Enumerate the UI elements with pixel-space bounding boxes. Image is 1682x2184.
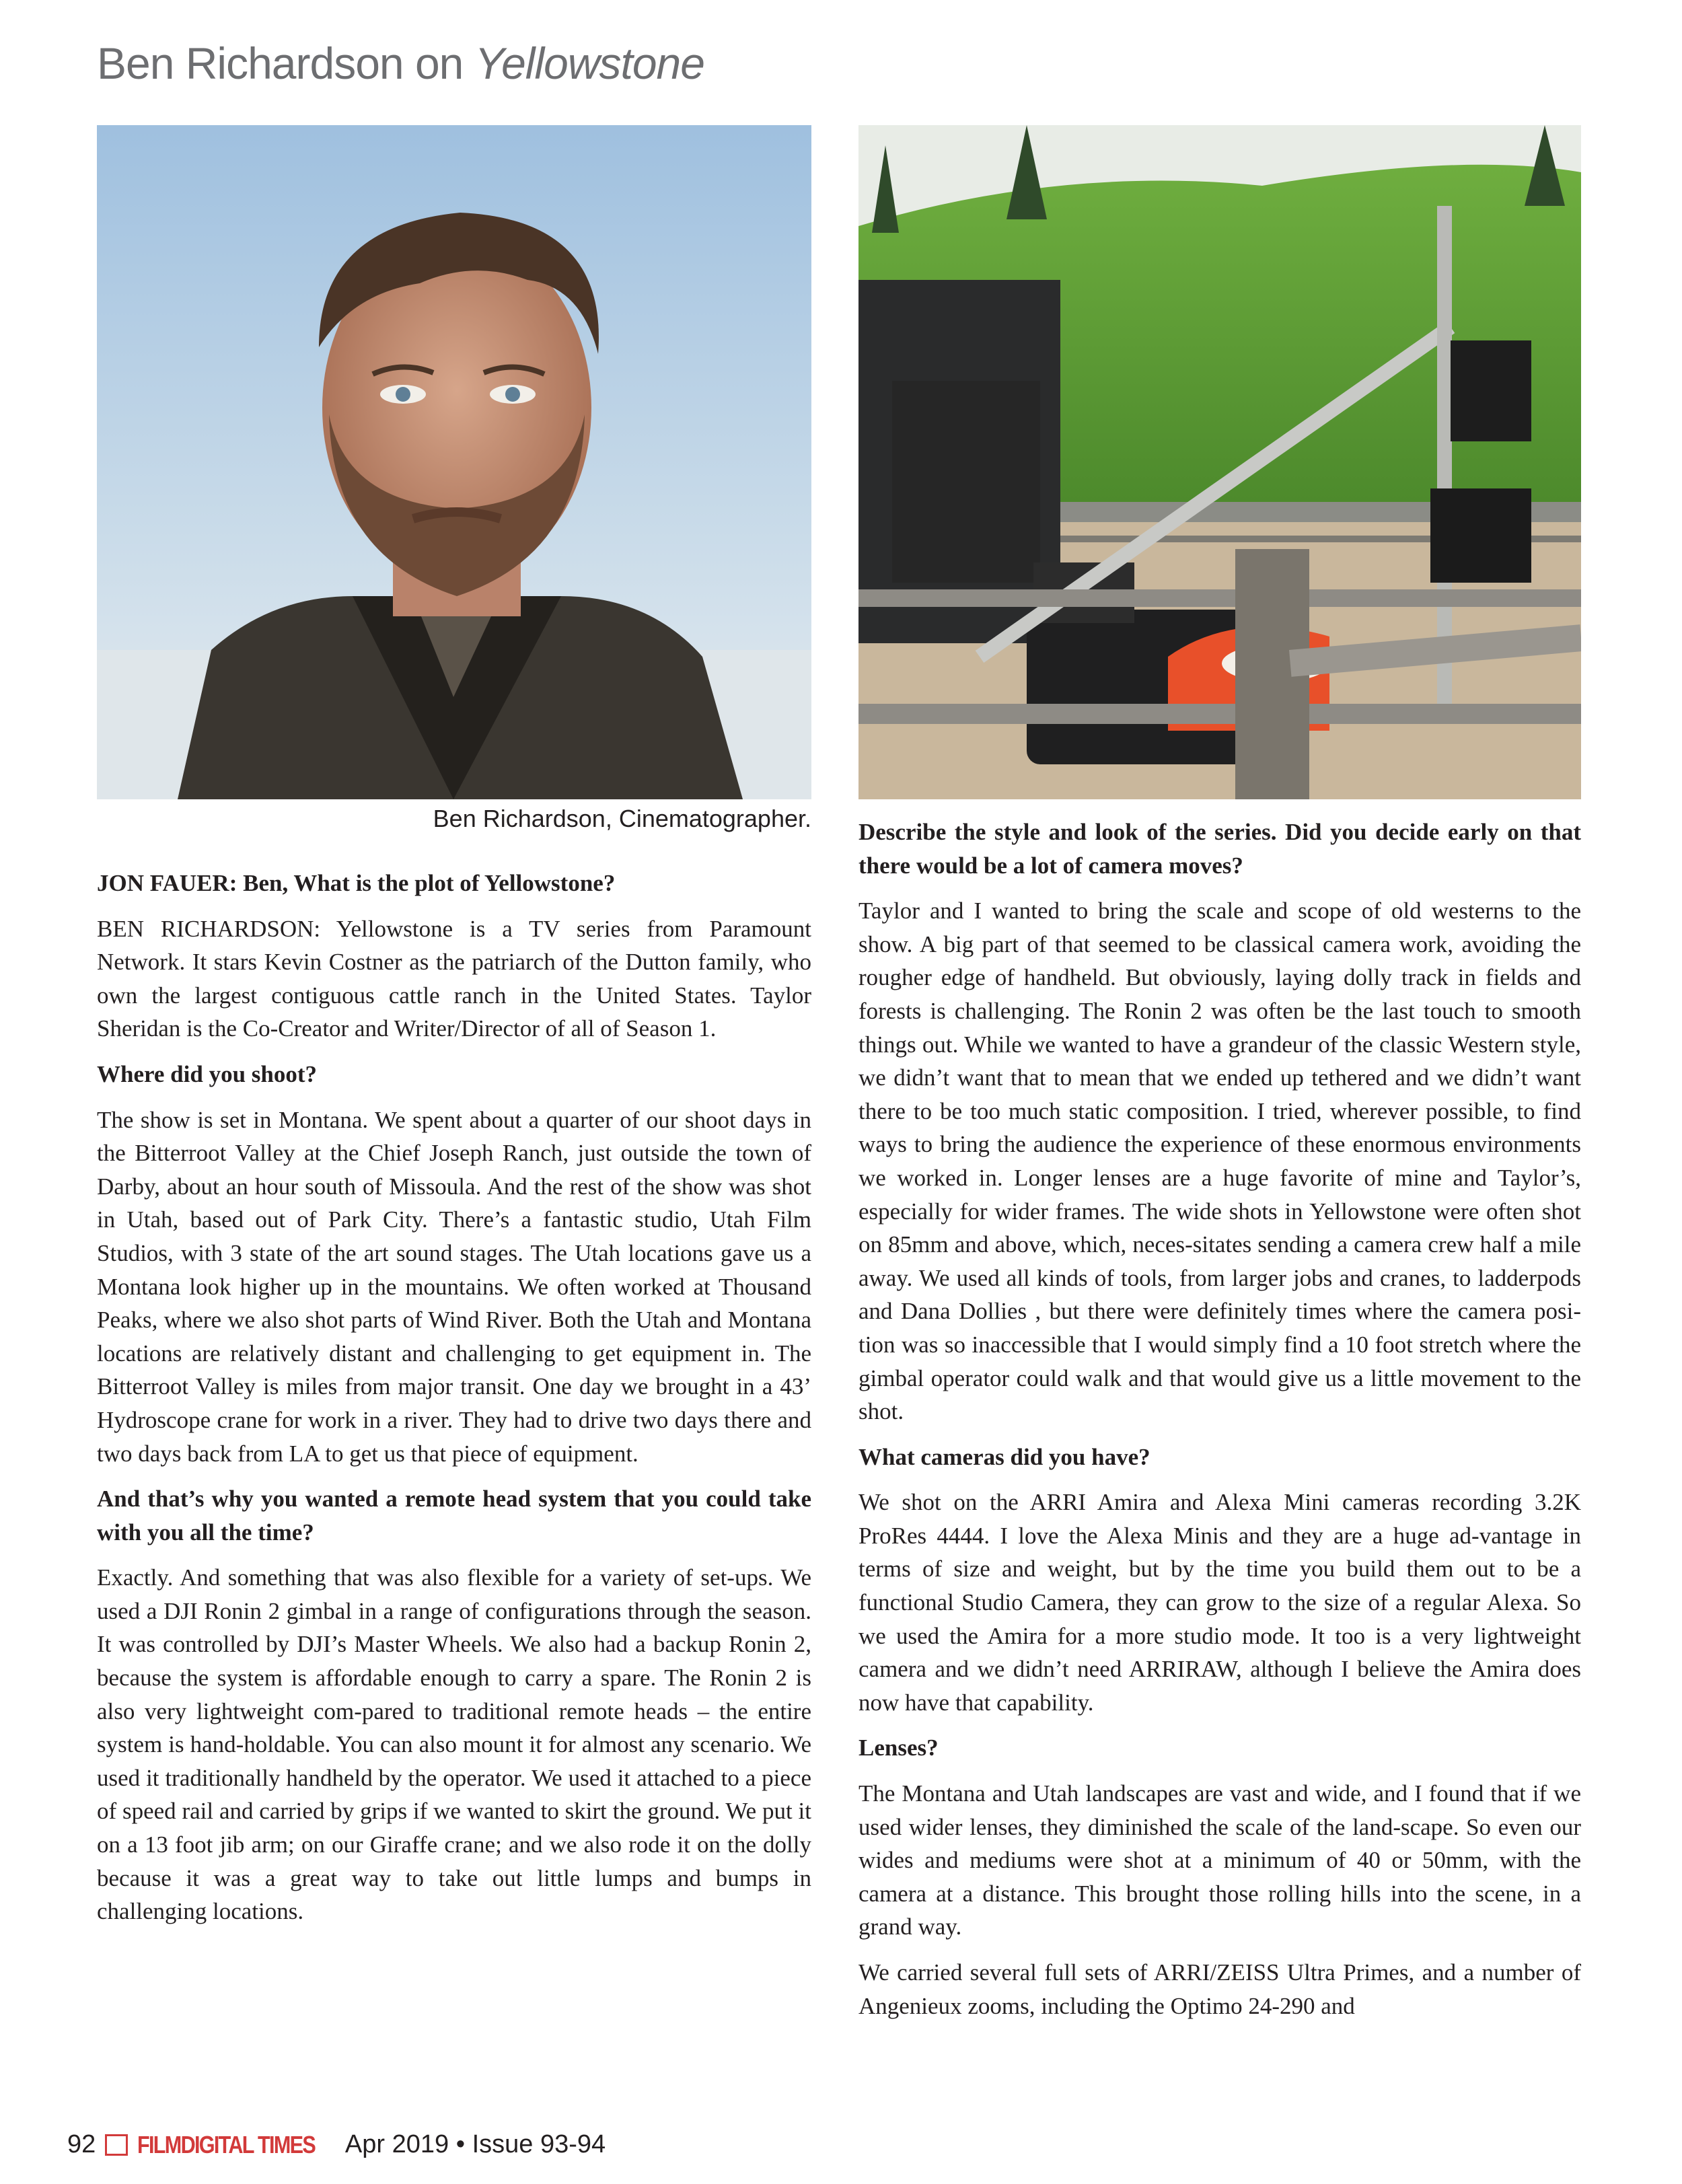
interview-answer: We shot on the ARRI Amira and Alexa Mini cameras recording 3.2K ProRes 4444. I love the Alexa Minis and they are a huge ad-vantage in terms of size and weight, but by the time you build them out to be a functional Studio Camera, they can grow to the size of a regular Alexa. So we used the Amira for a more studio mode. It too is a very lightweight camera and we didn’t need ARRIRAW, although I believe the Amira does now have that capability. (858, 1489, 1581, 1716)
interview-answer: Taylor and I wanted to bring the scale and scope of old westerns to the show. A big part of that seemed to be classical camera work, avoiding the rougher edge of handheld. But obviously, laying dolly track in fields and forests is challenging. The Ronin 2 was often be the last touch to smooth things out. While we wanted to have a grandeur of the classic Western style, we didn’t want that to mean that we ended up tethered and we didn’t want there to be too much static composition. I tried, wherever possible, to find ways to bring the audience the experience of these enormous environments we worked in. Longer lenses are a huge favorite of mine and Taylor’s, especially for wider frames. The wide shots in Yellowstone were often shot on 85mm and above, which, neces-sitates sending a camera crew half a mile away. We used all kinds of tools, from larger jobs and cranes, to ladderpods and Dana Dollies , but there were definitely times where the camera posi-tion was so inaccessible that I would simply find a 10 foot stretch where the gimbal operator could walk and that would give us a little movement to the shot. (858, 898, 1581, 1425)
interview-answer: BEN RICHARDSON: Yellowstone is a TV series from Paramount Network. It stars Kevin Costner as the patriarch of the Dutton family, who own the largest contiguous cattle ranch in the United States. Taylor Sheridan is the Co-Creator and Writer/Director of all of Season 1. (97, 915, 811, 1042)
interview-question: Where did you shoot? (97, 1060, 318, 1087)
interview-answer: Exactly. And something that was also flexible for a variety of set-ups. We used a DJI Ronin 2 gimbal in a range of configurations through the season. It was controlled by DJI’s Master Wheels. We also had a backup Ronin 2, because the system is affordable enough to carry a spare. The Ronin 2 is also very lightweight com-pared to traditional remote heads – the entire system is hand-holdable. You can also mount it for almost any scenario. We used it traditionally handheld by the operator. We used it attached to a piece of speed rail and carried by grips if we wanted to skirt the ground. We put it on a 13 foot jib arm; on our Giraffe crane; and we also rode it on the dolly because it was a great way to take out little lumps and bumps in challenging locations. (97, 1564, 811, 1925)
interview-question: Lenses? (858, 1735, 939, 1761)
interview-answer: We carried several full sets of ARRI/ZEISS Ultra Primes, and a number of Angenieux zooms, including the Optimo 24-290 and (858, 1959, 1581, 2019)
page-footer (67, 2130, 606, 2159)
interview-question: What cameras did you have? (858, 1443, 1150, 1470)
interview-question: Describe the style and look of the series. Did you decide early on that there would be a lot of camera moves? (858, 819, 1581, 879)
page-title (97, 38, 704, 89)
publication-logo: FILMDIGITAL TIMES (137, 2130, 316, 2158)
article-right-column (858, 815, 1581, 2035)
square-icon (105, 2134, 128, 2156)
page-number: 92 (67, 2130, 96, 2158)
article-left-column (97, 867, 811, 1940)
interview-answer: The show is set in Montana. We spent about a quarter of our shoot days in the Bitterroot Valley at the Chief Joseph Ranch, just outside the town of Darby, about an hour south of Missoula. And the rest of the show was shot in Utah, based out of Park City. There’s a fantastic studio, Utah Film Studios, with 3 state of the art sound stages. The Utah locations gave us a Montana look higher up in the mountains. We often worked at Thousand Peaks, where we also shot parts of Wind River. Both the Utah and Montana locations are relatively distant and challenging to get equipment in. The Bitterroot Valley is miles from major transit. One day we brought in a 43’ Hydroscope crane for work in a river. They had to drive two days there and two days back from LA to get us that piece of equipment. (97, 1106, 811, 1467)
interview-question: JON FAUER: Ben, What is the plot of Yellowstone? (97, 870, 616, 896)
title-show-name: Yellowstone (474, 38, 704, 88)
issue-info: Apr 2019 • Issue 93-94 (344, 2130, 606, 2158)
title-prefix: Ben Richardson on (97, 38, 464, 88)
interview-question: And that’s why you wanted a remote head system that you could take with you all the time? (97, 1486, 811, 1545)
portrait-photo (97, 125, 811, 799)
photo-caption: Ben Richardson, Cinematographer. (433, 805, 811, 832)
on-set-crane-photo (858, 125, 1581, 799)
interview-answer: The Montana and Utah landscapes are vast and wide, and I found that if we used wider lenses, they diminished the scale of the land-scape. So even our wides and mediums were shot at a minimum of 40 or 50mm, with the camera at a distance. This brought those rolling hills into the scene, in a grand way. (858, 1780, 1581, 1940)
